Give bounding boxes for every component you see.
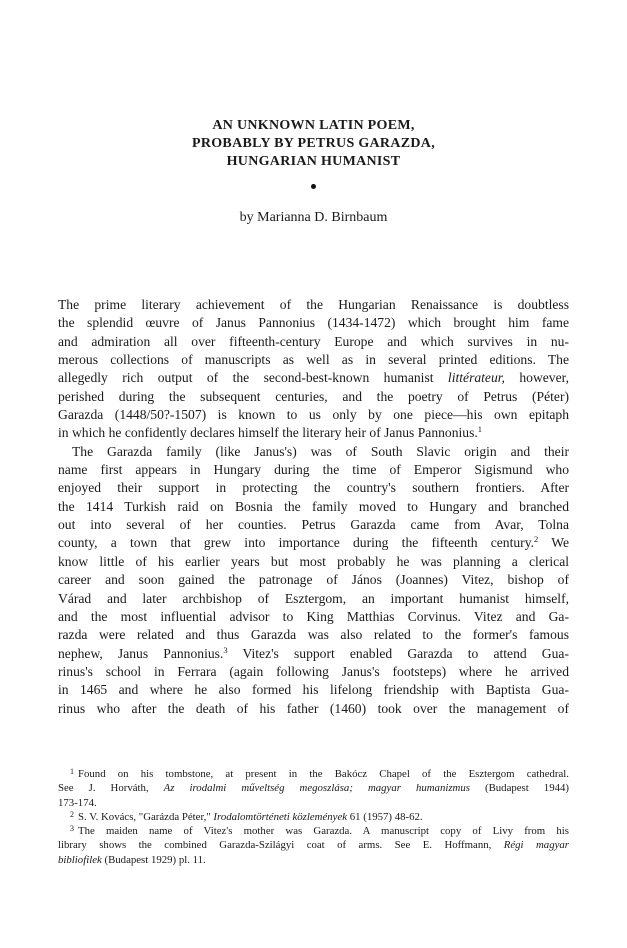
footnote-line [58, 781, 569, 795]
text-span: (Budapest 1944) [469, 782, 569, 795]
title-line-3: HUNGARIAN HUMANIST [226, 154, 401, 169]
body-line [58, 645, 569, 663]
footnote-line [58, 853, 569, 867]
body-line [58, 534, 569, 552]
body-line: merous collections of manuscripts as well as in several printed editions. The [58, 352, 569, 368]
text-span: Vitez's support enabled Garazda to attend Gua- [227, 645, 569, 661]
body-line: name first appears in Hungary during the time of Emperor Sigismund who [58, 462, 569, 478]
text-span: in which he confidently declares himself the literary heir of Janus Pannonius. [58, 425, 478, 441]
body-line: and admiration all over fifteenth-century Europe and which survives in nu- [58, 333, 569, 349]
footnote-ref-3[interactable]: 3 [223, 644, 228, 655]
body-line: the 1414 Turkish raid on Bosnia the family moved to Hungary and branched [58, 498, 569, 514]
title-line-1: AN UNKNOWN LATIN POEM, [212, 118, 415, 133]
body-line: rinus who after the death of his father (1460) took over the management of [58, 700, 569, 716]
footnote-3 [58, 824, 569, 838]
body-text [58, 296, 569, 718]
italic-term: littérateur, [447, 370, 505, 386]
text-span: nephew, Janus Pannonius. [58, 645, 224, 661]
footnote-1 [58, 767, 569, 781]
body-line: know little of his earlier years but most probably he was planning a clerical [58, 553, 569, 569]
footnote-number: 2 [70, 809, 74, 819]
footnote-ref-2[interactable]: 2 [534, 534, 539, 545]
bullet-ornament [311, 184, 316, 189]
text-span: county, a town that grew into importance during the fifteenth century. [58, 535, 535, 551]
footnote-line [58, 838, 569, 852]
body-line: career and soon gained the patronage of János (Joannes) Vitez, bishop of [58, 572, 569, 588]
body-line: The Garazda family (like Janus's) was of South Slavic origin and their [72, 443, 569, 459]
body-line: the splendid œuvre of Janus Pannonius (1434-1472) which brought him fame [58, 315, 569, 331]
title-line-2: PROBABLY BY PETRUS GARAZDA, [191, 136, 436, 151]
body-line: perished during the subsequent centuries, and the poetry of Petrus (Péter) [58, 388, 569, 404]
article-title [0, 117, 627, 171]
text-span: library shows the combined Garazda-Szilágyi coat of arms. See E. Hoffmann, [58, 839, 504, 852]
footnote-ref-1[interactable]: 1 [477, 424, 483, 435]
text-span: We [538, 535, 569, 551]
text-span: however, [504, 370, 569, 386]
text-span: See J. Horváth, [58, 782, 164, 795]
body-line: rinus's school in Ferrara (again following Janus's footsteps) where he arrived [58, 663, 569, 679]
italic-title: bibliofilek [58, 853, 102, 866]
body-line: and the most influential advisor to King Matthias Corvinus. Vitez and Ga- [58, 608, 569, 624]
text-span: 61 (1957) 48-62. [347, 810, 423, 823]
text-span: The maiden name of Vitez's mother was Garazda. A manuscript copy of Livy from his [78, 825, 569, 838]
footnote-number: 3 [70, 824, 74, 834]
footnote-number: 1 [70, 767, 74, 776]
italic-title: Irodalomtörténeti közlemények [213, 810, 348, 823]
body-line [58, 424, 569, 442]
text-span: (Budapest 1929) pl. 11. [101, 853, 206, 866]
body-line: The prime literary achievement of the Hungarian Renaissance is doubtless [58, 297, 569, 312]
body-line: enjoyed their support in protecting the country's southern frontiers. After [58, 480, 569, 496]
text-span: S. V. Kovács, "Garázda Péter," [78, 810, 214, 823]
body-line: razda were related and thus Garazda was also related to the former's famous [58, 627, 569, 643]
italic-title: Az irodalmi műveltség megoszlása; magyar humanizmus [163, 782, 470, 795]
text-span: Found on his tombstone, at present in the Bakócz Chapel of the Esztergom cathedral. [78, 768, 569, 780]
footnote-2 [58, 810, 569, 824]
body-line: in 1465 and where he also formed his lifelong friendship with Baptista Gua- [58, 682, 569, 698]
body-line: Garazda (1448/50?-1507) is known to us only by one piece—his own epitaph [58, 407, 569, 423]
footnotes [58, 767, 569, 867]
text-span: allegedly rich output of the second-best-known humanist [58, 370, 448, 386]
italic-title: Régi magyar [503, 839, 569, 852]
body-line: Várad and later archbishop of Esztergom, an important humanist himself, [58, 590, 569, 606]
body-line: out into several of her counties. Petrus Garazda came from Avar, Tolna [58, 517, 569, 533]
author-byline: by Marianna D. Birnbaum [239, 210, 388, 225]
footnote-line: 173-174. [58, 796, 97, 809]
body-line [58, 369, 569, 387]
